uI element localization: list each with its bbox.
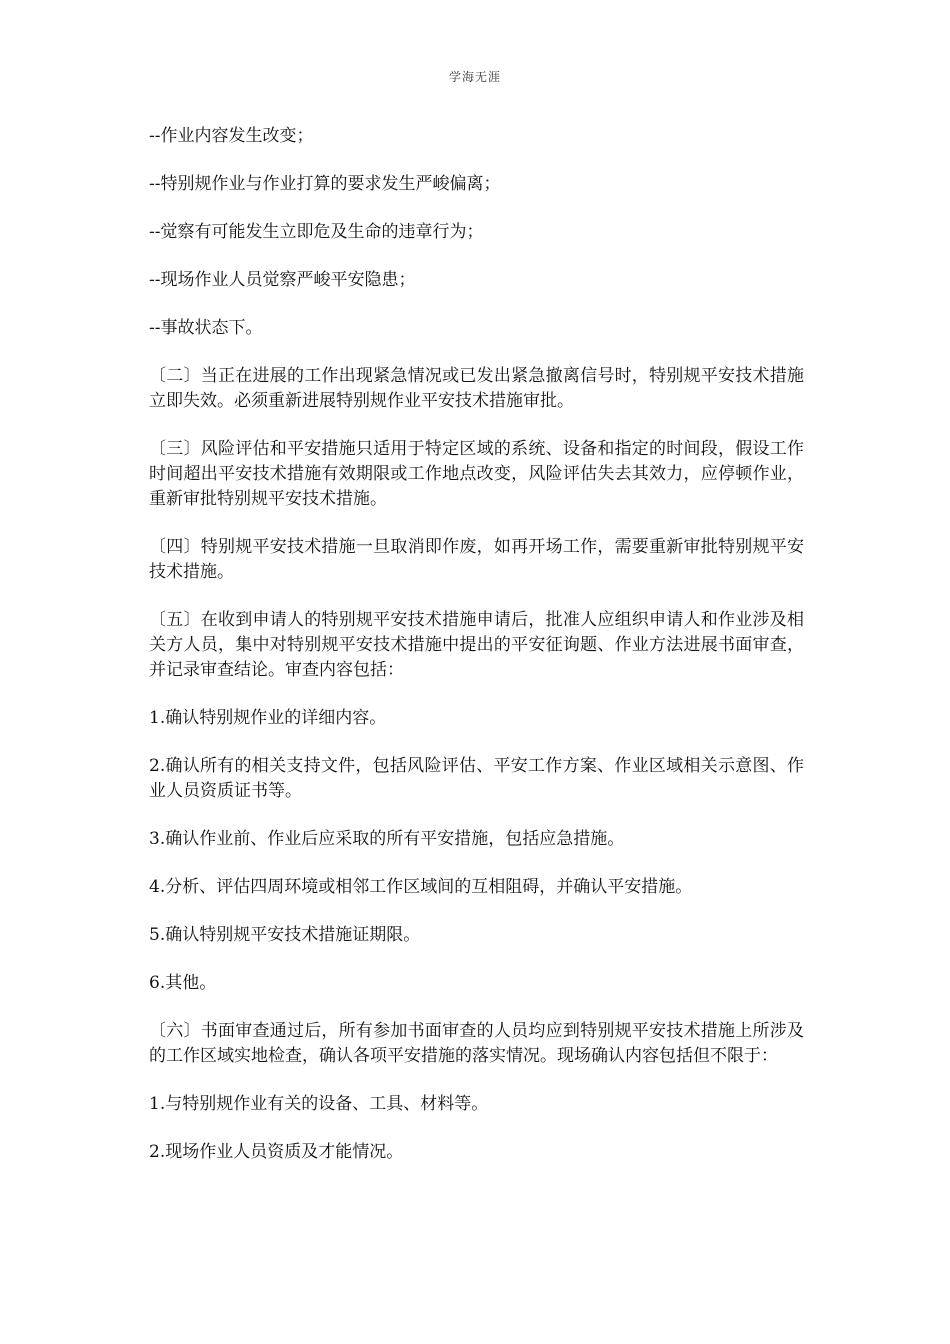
paragraph-17: 1.与特别规作业有关的设备、工具、材料等。 <box>149 1094 489 1114</box>
paragraph-5: --事故状态下。 <box>149 318 263 338</box>
paragraph-1: --作业内容发生改变； <box>149 126 314 146</box>
page-header: 学海无涯 <box>448 70 501 84</box>
paragraph-7: 〔三〕风险评估和平安措施只适用于特定区域的系统、设备和指定的时间段，假设工作时间超出平安技术措施有效期限或工作地点改变，风险评估失去其效力，应停顿作业，重新审批特别规平安技术措施。 <box>149 439 804 509</box>
paragraph-16: 〔六〕书面审查通过后，所有参加书面审查的人员均应到特别规平安技术措施上所涉及的工作区域实地检查，确认各项平安措施的落实情况。现场确认内容包括但不限于： <box>149 1021 804 1066</box>
paragraph-12: 3.确认作业前、作业后应采取的所有平安措施，包括应急措施。 <box>149 829 625 849</box>
document-body <box>149 124 804 1188</box>
paragraph-2: --特别规作业与作业打算的要求发生严峻偏离； <box>149 174 501 194</box>
paragraph-14: 5.确认特别规平安技术措施证期限。 <box>149 925 421 945</box>
paragraph-18: 2.现场作业人员资质及才能情况。 <box>149 1142 404 1162</box>
paragraph-8: 〔四〕特别规平安技术措施一旦取消即作废，如再开场工作，需要重新审批特别规平安技术措施。 <box>149 537 804 582</box>
paragraph-11: 2.确认所有的相关支持文件，包括风险评估、平安工作方案、作业区域相关示意图、作业人员资质证书等。 <box>149 756 804 801</box>
paragraph-9: 〔五〕在收到申请人的特别规平安技术措施申请后，批准人应组织申请人和作业涉及相关方人员，集中对特别规平安技术措施中提出的平安征询题、作业方法进展书面审查，并记录审查结论。审查内容包括： <box>149 610 804 680</box>
paragraph-3: --觉察有可能发生立即危及生命的违章行为； <box>149 222 484 242</box>
paragraph-4: --现场作业人员觉察严峻平安隐患； <box>149 270 416 290</box>
paragraph-10: 1.确认特别规作业的详细内容。 <box>149 708 387 728</box>
paragraph-15: 6.其他。 <box>149 973 217 993</box>
paragraph-6: 〔二〕当正在进展的工作出现紧急情况或已发出紧急撤离信号时，特别规平安技术措施立即失效。必须重新进展特别规作业平安技术措施审批。 <box>149 366 804 411</box>
paragraph-13: 4.分析、评估四周环境或相邻工作区域间的互相阻碍，并确认平安措施。 <box>149 877 693 897</box>
